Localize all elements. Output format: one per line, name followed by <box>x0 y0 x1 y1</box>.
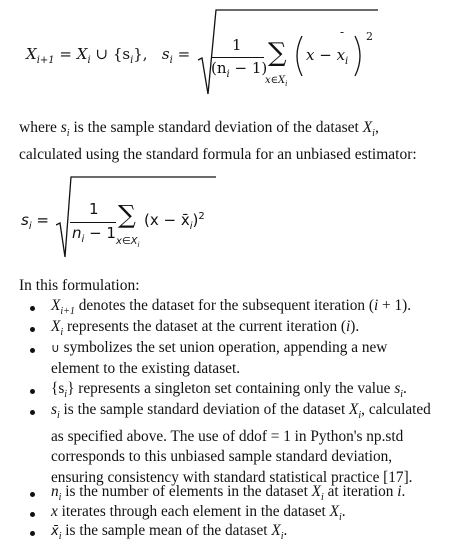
sum-icon-2: ∑ <box>118 200 136 229</box>
intro-text: In this formulation: <box>19 277 140 294</box>
equation-1-frac-bar <box>211 57 264 58</box>
equation-2-lhs: $s_i$ = <box>21 211 49 232</box>
list-item: $s_i$ is the sample standard deviation of the dataset $X_i$, calculated as specified above. The use of ddof = 1 in Python's np.std corresponds to this unbiased sample standard deviation, ensuring consistency with standard statistical practice [17]. <box>51 401 431 486</box>
equation-1-sum-index: $x\in X_i$ <box>265 75 288 88</box>
bullet-icon <box>30 492 35 497</box>
list-item: $X_{i+1}$ denotes the dataset for the subsequent iteration (i + 1). <box>51 297 412 318</box>
equation-2-frac-den: $n_i - 1$ <box>72 224 116 245</box>
bullet-icon <box>30 410 35 415</box>
sum-icon: ∑ <box>268 38 287 68</box>
bullet-icon <box>30 531 35 536</box>
list-item: $n_i$ is the number of elements in the dataset $X_i$ at iteration i. <box>51 483 406 504</box>
bullet-icon <box>30 389 35 394</box>
mean-bar-mark: - <box>340 25 345 39</box>
list-item: x iterates through each element in the dataset $X_i$. <box>51 503 346 524</box>
right-paren-icon <box>353 34 365 78</box>
equation-1-frac-num: 1 <box>232 36 242 54</box>
left-paren-icon <box>292 34 304 78</box>
list-item: $X_i$ represents the dataset at the current iteration (i). <box>51 318 360 339</box>
equation-2-sum-index: $x\in X_i$ <box>116 236 140 249</box>
equation-2-body: $(x - x̄_i)^2$ <box>144 211 205 232</box>
list-item: ∪ symbolizes the set union operation, appending a new element to the existing dataset. <box>51 339 388 377</box>
list-item: $\{s_i\}$ represents a singleton set containing only the value $s_i$. <box>51 380 407 401</box>
equation-1-frac-den: $(n_i - 1)$ <box>211 59 268 80</box>
list-item: $x̄_i$ is the sample mean of the dataset $X_i$. <box>51 522 288 543</box>
sqrt-sign-1 <box>198 8 378 96</box>
equation-1-lhs: $X_{i+1} = X_i$ ∪ $\{s_i\}$, $s_i$ = <box>26 45 191 66</box>
equation-1-paren-body: $x - x_i$ <box>306 46 349 67</box>
equation-2-frac-num: 1 <box>89 200 99 218</box>
equation-2-frac-bar <box>70 222 116 223</box>
bullet-icon <box>30 306 35 311</box>
equation-1-exponent: 2 <box>366 30 373 43</box>
bullet-icon <box>30 348 35 353</box>
bullet-icon <box>30 512 35 517</box>
paragraph-where: where $s_i$ is the sample standard deviation of the dataset $X_i$, calculated using the standard formula for an unbiased estimator: <box>19 119 417 164</box>
bullet-icon <box>30 327 35 332</box>
